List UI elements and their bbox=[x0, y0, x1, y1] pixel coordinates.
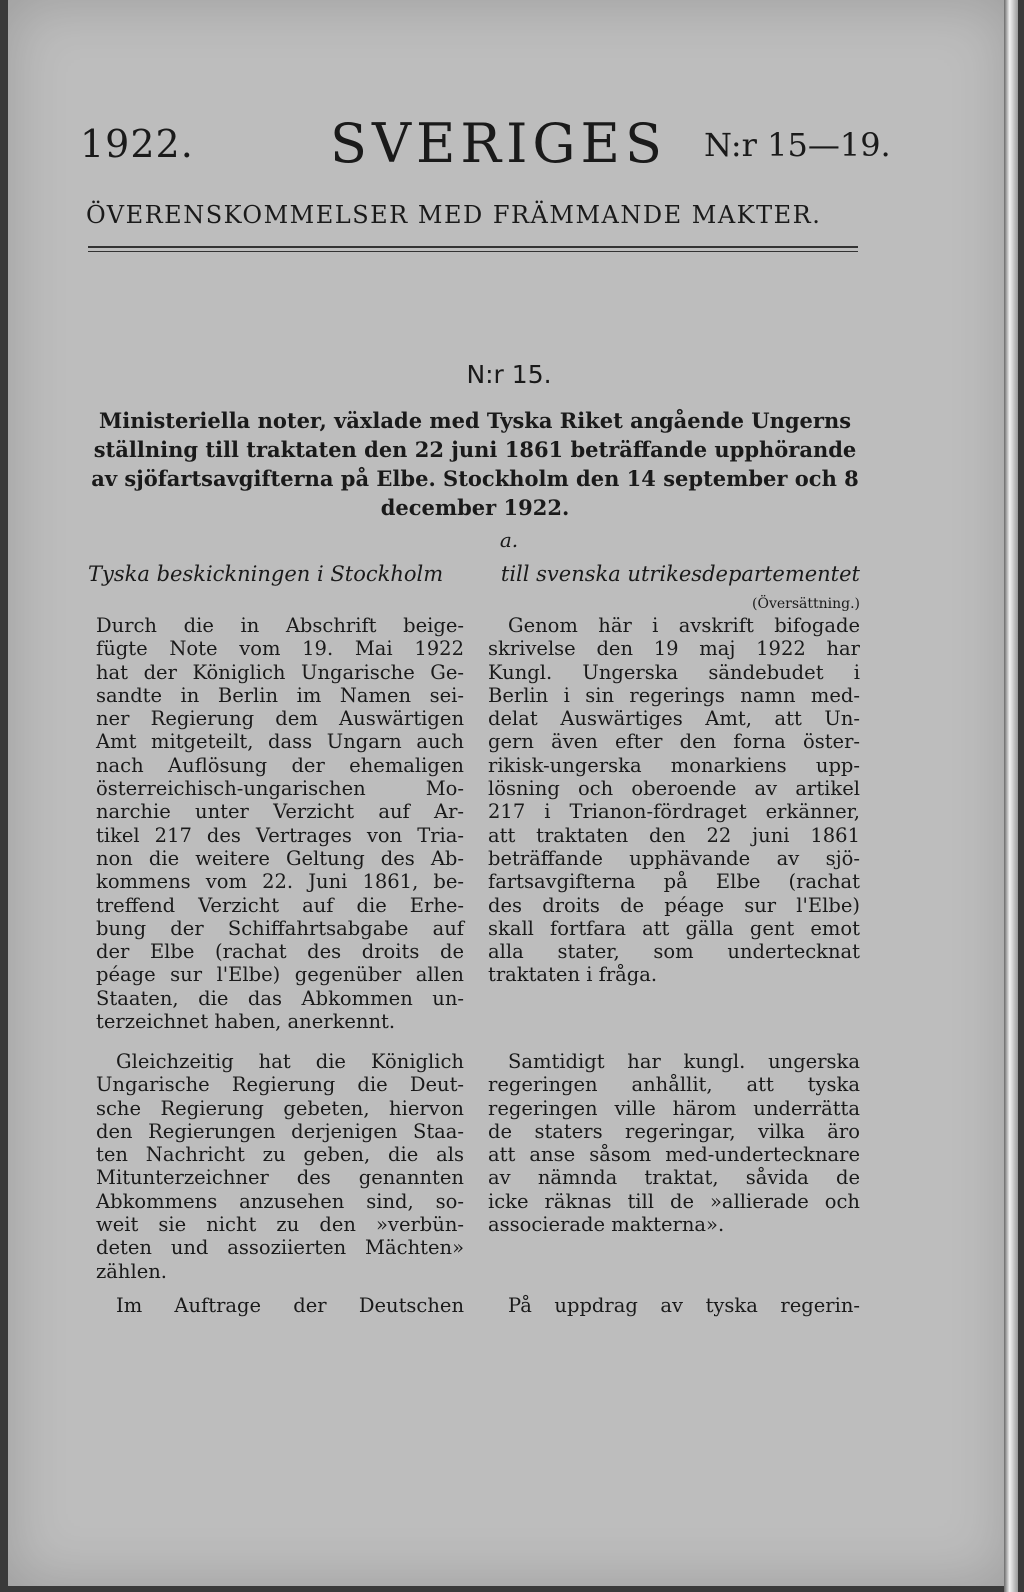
subsection-label: a. bbox=[499, 528, 519, 552]
header-number: N:r 15—19. bbox=[704, 126, 891, 164]
german-paragraph-3: Im Auftrage der Deutschen bbox=[116, 1294, 464, 1317]
german-paragraph-2: Gleichzeitig hat die Königlich Ungarische Regierung die Deut- sche Regierung gebeten, hiervon den Regierungen derjenigen Staa- ten Nachricht zu geben, die als Mitunterzeichner des genannten Abkommens anzusehen sind, so- weit sie nicht zu den »verbün- deten und assoziierten Mächten» bbox=[96, 1050, 464, 1260]
document-page bbox=[8, 0, 1010, 1586]
header-rule bbox=[88, 246, 858, 248]
header-year: 1922. bbox=[80, 122, 194, 166]
swedish-paragraph-1-end: traktaten i fråga. bbox=[488, 963, 658, 987]
swedish-column-paragraph-3 bbox=[488, 1294, 860, 1317]
german-column-paragraph-1 bbox=[96, 614, 464, 1033]
swedish-paragraph-2: Samtidigt har kungl. ungerska regeringen anhållit, att tyska regeringen ville härom underrätta de staters regeringar, vilka äro att anse såsom med-undertecknare av nämnda traktat, såvida de icke räknas till de »allierade och bbox=[488, 1050, 860, 1213]
header-title: SVERIGES bbox=[330, 112, 667, 175]
header-rule-thin bbox=[88, 251, 858, 252]
translation-note: (Översättning.) bbox=[752, 596, 860, 612]
german-column-paragraph-3 bbox=[96, 1294, 464, 1317]
heading-recipient: till svenska utrikesdepartementet bbox=[500, 562, 860, 586]
german-paragraph-1: Durch die in Abschrift beige- fügte Note vom 19. Mai 1922 hat der Königlich Ungarische Ge- sandte in Berlin im Namen sei- ner Regierung dem Auswärtigen Amt mitgeteilt, dass Ungarn auch nach Auflösung der ehemaligen österreichisch-ungarischen Mo- narchie unter Verzicht auf Ar- tikel 217 des Vertrages von Tria- non die weitere Geltung des Ab- kommens vom 22. Juni 1861, be- treffend Verzicht auf die Erhe- bung der Schiffahrtsabgabe auf der Elbe (rachat des droits de péage sur l'Elbe) gegenüber allen Staaten, die das Abkommen un- bbox=[96, 614, 464, 1010]
german-paragraph-2-end: zählen. bbox=[96, 1259, 167, 1283]
swedish-paragraph-3: På uppdrag av tyska regerin- bbox=[508, 1294, 860, 1317]
swedish-paragraph-2-end: associerade makterna». bbox=[488, 1213, 725, 1237]
page-edge bbox=[1004, 0, 1018, 1592]
section-number: N:r 15. bbox=[466, 360, 552, 389]
heading-sender: Tyska beskickningen i Stockholm bbox=[88, 562, 444, 586]
german-column-paragraph-2 bbox=[96, 1050, 464, 1283]
header-subtitle: ÖVERENSKOMMELSER MED FRÄMMANDE MAKTER. bbox=[86, 201, 822, 229]
intro-heading: Ministeriella noter, växlade med Tyska Riket angående Ungerns ställning till traktaten den 22 juni 1861 beträffande upphörande av sjöfartsavgifterna på Elbe. Stockholm den 14 september och 8 december 1922. bbox=[91, 408, 859, 520]
german-paragraph-1-end: terzeichnet haben, anerkennt. bbox=[96, 1010, 396, 1034]
swedish-column-paragraph-2 bbox=[488, 1050, 860, 1236]
swedish-paragraph-1: Genom här i avskrift bifogade skrivelse den 19 maj 1922 har Kungl. Ungerska sändebudet i Berlin i sin regerings namn med- delat Auswärtiges Amt, att Un- gern även efter den forna öster- rikisk-ungerska monarkiens upp- lösning och oberoende av artikel 217 i Trianon-fördraget erkänner, att traktaten den 22 juni 1861 beträffande upphävande av sjö- fartsavgifterna på Elbe (rachat des droits de péage sur l'Elbe) skall fortfara att gälla gent emot alla stater, som undertecknat bbox=[488, 614, 860, 964]
swedish-column-paragraph-1 bbox=[488, 614, 860, 987]
